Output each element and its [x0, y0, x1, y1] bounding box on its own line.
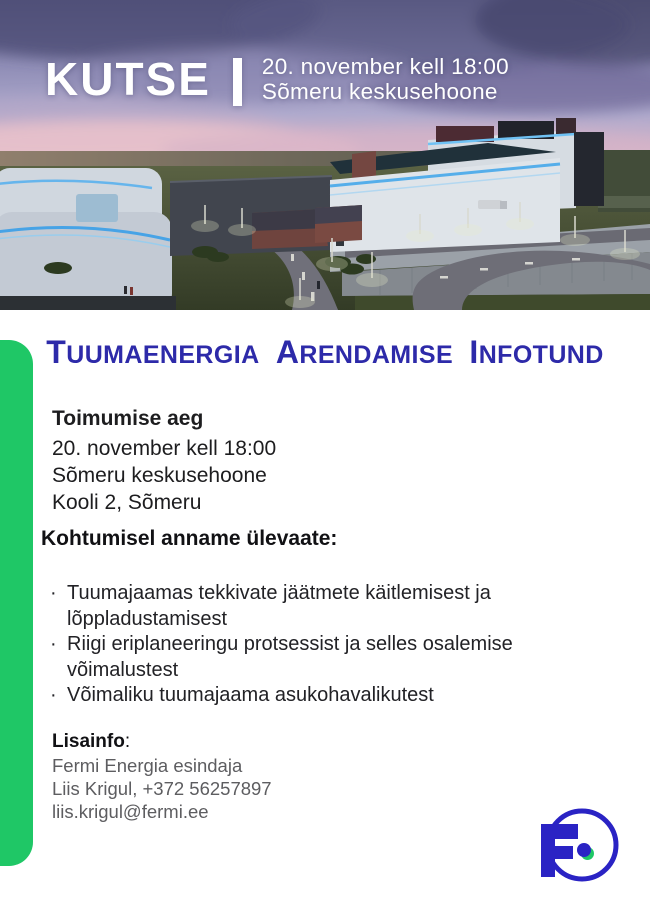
- hero-photo: [0, 0, 650, 310]
- event-info: [52, 406, 276, 516]
- hero-subtitle: [262, 54, 509, 104]
- bullet-marker: ·: [50, 684, 57, 706]
- bullet-marker: ·: [50, 582, 57, 604]
- bullet-text: Võimaliku tuumajaama asukohavalikutest: [67, 684, 434, 706]
- contact-heading: [52, 729, 272, 754]
- contact-heading-label: Lisainfo: [52, 731, 125, 752]
- page-title: [0, 336, 650, 371]
- overview-heading: Kohtumisel anname ülevaate:: [41, 527, 338, 550]
- green-accent-bar: [0, 340, 33, 866]
- contact-heading-colon: :: [124, 731, 131, 752]
- bullet-marker: ·: [50, 633, 57, 655]
- overview-bullet-list: [50, 581, 590, 709]
- title-word-3: INFOTUND: [469, 334, 604, 370]
- kutse-label: KUTSE: [45, 53, 211, 105]
- title-word-1: TUUMAENERGIA: [46, 334, 260, 370]
- bullet-text: Tuumajaamas tekkivate jäätmete käitlemisest ja lõppladustamisest: [67, 582, 491, 630]
- event-venue: Sõmeru keskusehoone: [52, 464, 267, 487]
- bullet-text: Riigi eriplaneeringu protsessist ja selles osalemise võimalustest: [67, 633, 513, 681]
- hero-subtitle-line2: Sõmeru keskusehoone: [261, 79, 498, 104]
- contact-info: [52, 729, 272, 823]
- bullet-item: [50, 581, 590, 632]
- hero-header: [45, 52, 509, 106]
- event-address: Kooli 2, Sõmeru: [52, 491, 202, 514]
- title-word-2: ARENDAMISE: [275, 334, 454, 370]
- hero-subtitle-line1: 20. november kell 18:00: [261, 54, 509, 79]
- plant-render-image: [0, 0, 650, 310]
- event-datetime: 20. november kell 18:00: [52, 437, 277, 460]
- bullet-item: [50, 632, 590, 683]
- contact-email: liis.krigul@fermi.ee: [52, 801, 209, 822]
- contact-org: Fermi Energia esindaja: [52, 755, 243, 776]
- event-heading: Toimumise aeg: [52, 407, 204, 430]
- divider-bar: [233, 58, 242, 106]
- contact-phone: Liis Krigul, +372 56257897: [52, 778, 272, 799]
- bullet-item: [50, 683, 590, 709]
- fermi-logo: [540, 806, 622, 888]
- fermi-logo-icon: [540, 806, 622, 888]
